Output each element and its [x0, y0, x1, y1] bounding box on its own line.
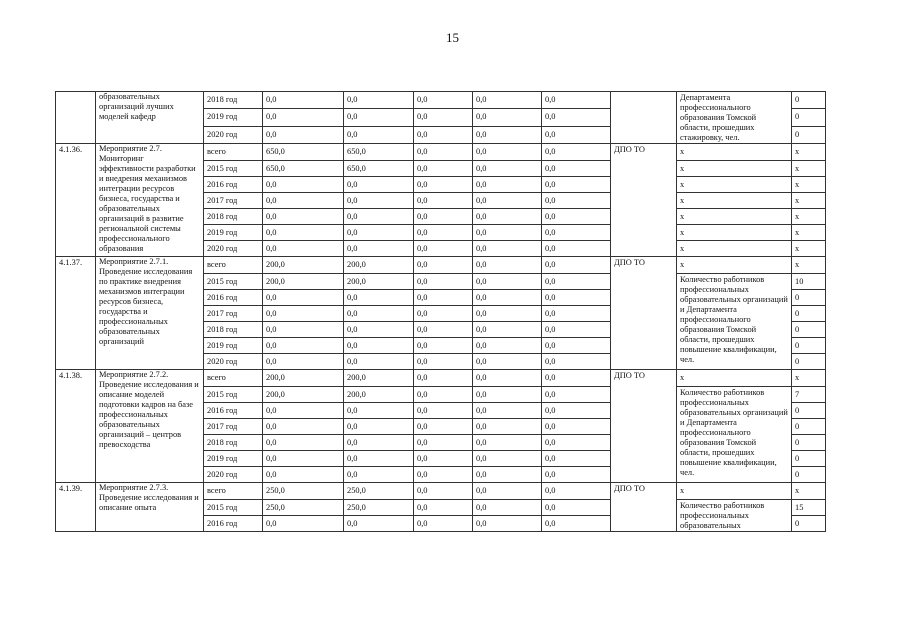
- amount-cell-5: 0,0: [542, 109, 611, 126]
- amount-cell-2: 0,0: [344, 126, 414, 143]
- amount-cell-5: 0,0: [542, 322, 611, 338]
- amount-cell-5: 0,0: [542, 387, 611, 403]
- activity-description: [96, 144, 204, 257]
- indicator-value-cell: 0: [792, 419, 826, 435]
- amount-cell-2: 0,0: [344, 306, 414, 322]
- amount-cell-5: 0,0: [542, 338, 611, 354]
- amount-cell-2: 250,0: [344, 483, 414, 500]
- amount-cell-3: 0,0: [414, 467, 473, 483]
- period-cell: 2018 год: [204, 435, 263, 451]
- amount-cell-4: 0,0: [473, 467, 542, 483]
- period-cell: 2016 год: [204, 403, 263, 419]
- indicator-value-cell: 0: [792, 109, 826, 126]
- amount-cell-1: 0,0: [263, 403, 344, 419]
- period-cell: 2017 год: [204, 419, 263, 435]
- amount-cell-5: 0,0: [542, 177, 611, 193]
- amount-cell-2: 200,0: [344, 387, 414, 403]
- indicator-value-cell: 0: [792, 467, 826, 483]
- period-cell: 2017 год: [204, 193, 263, 209]
- amount-cell-2: 0,0: [344, 419, 414, 435]
- indicator-cell: х: [677, 257, 792, 274]
- amount-cell-1: 0,0: [263, 126, 344, 143]
- period-cell: 2015 год: [204, 387, 263, 403]
- activity-description-text: Мероприятие 2.7.3. Проведение исследования и описание опыта: [99, 483, 199, 512]
- indicator-cell: х: [677, 144, 792, 161]
- amount-cell-4: 0,0: [473, 109, 542, 126]
- amount-cell-1: 0,0: [263, 435, 344, 451]
- indicator-value-cell: х: [792, 370, 826, 387]
- amount-cell-5: 0,0: [542, 257, 611, 274]
- amount-cell-1: 0,0: [263, 290, 344, 306]
- amount-cell-1: 0,0: [263, 306, 344, 322]
- amount-cell-5: 0,0: [542, 354, 611, 370]
- amount-cell-1: 650,0: [263, 161, 344, 177]
- amount-cell-4: 0,0: [473, 161, 542, 177]
- amount-cell-2: 0,0: [344, 209, 414, 225]
- amount-cell-4: 0,0: [473, 500, 542, 516]
- amount-cell-5: 0,0: [542, 483, 611, 500]
- amount-cell-4: 0,0: [473, 193, 542, 209]
- amount-cell-4: 0,0: [473, 322, 542, 338]
- indicator-value-cell: х: [792, 144, 826, 161]
- indicator-cell: х: [677, 177, 792, 193]
- amount-cell-1: 0,0: [263, 338, 344, 354]
- amount-cell-5: 0,0: [542, 516, 611, 532]
- amount-cell-3: 0,0: [414, 483, 473, 500]
- period-cell: 2018 год: [204, 322, 263, 338]
- amount-cell-3: 0,0: [414, 419, 473, 435]
- amount-cell-1: 200,0: [263, 387, 344, 403]
- indicator-cell: х: [677, 193, 792, 209]
- indicator-cell: х: [677, 241, 792, 257]
- amount-cell-3: 0,0: [414, 161, 473, 177]
- amount-cell-2: 0,0: [344, 92, 414, 109]
- amount-cell-3: 0,0: [414, 257, 473, 274]
- amount-cell-2: 0,0: [344, 177, 414, 193]
- amount-cell-3: 0,0: [414, 126, 473, 143]
- period-cell: всего: [204, 370, 263, 387]
- activity-number: [56, 92, 96, 144]
- executor-cell: [611, 92, 677, 144]
- indicator-value-cell: х: [792, 193, 826, 209]
- amount-cell-5: 0,0: [542, 274, 611, 290]
- amount-cell-2: 0,0: [344, 290, 414, 306]
- period-cell: 2020 год: [204, 241, 263, 257]
- amount-cell-5: 0,0: [542, 161, 611, 177]
- amount-cell-4: 0,0: [473, 370, 542, 387]
- indicator-value-cell: 0: [792, 338, 826, 354]
- amount-cell-3: 0,0: [414, 92, 473, 109]
- amount-cell-5: 0,0: [542, 306, 611, 322]
- amount-cell-5: 0,0: [542, 467, 611, 483]
- indicator-value-cell: 0: [792, 306, 826, 322]
- amount-cell-2: 200,0: [344, 257, 414, 274]
- executor-cell: ДПО ТО: [611, 370, 677, 483]
- amount-cell-5: 0,0: [542, 144, 611, 161]
- amount-cell-1: 0,0: [263, 225, 344, 241]
- amount-cell-5: 0,0: [542, 241, 611, 257]
- indicator-cell: х: [677, 483, 792, 500]
- page-number: 15: [446, 30, 459, 45]
- amount-cell-4: 0,0: [473, 257, 542, 274]
- indicator-value-cell: х: [792, 241, 826, 257]
- amount-cell-1: 0,0: [263, 467, 344, 483]
- period-cell: 2020 год: [204, 467, 263, 483]
- amount-cell-1: 200,0: [263, 274, 344, 290]
- amount-cell-3: 0,0: [414, 370, 473, 387]
- amount-cell-1: 0,0: [263, 109, 344, 126]
- amount-cell-4: 0,0: [473, 483, 542, 500]
- amount-cell-5: 0,0: [542, 225, 611, 241]
- amount-cell-3: 0,0: [414, 209, 473, 225]
- period-cell: 2017 год: [204, 306, 263, 322]
- activity-number: 4.1.36.: [56, 144, 96, 257]
- indicator-value-cell: 0: [792, 435, 826, 451]
- amount-cell-3: 0,0: [414, 387, 473, 403]
- indicator-name: [677, 387, 792, 483]
- amount-cell-4: 0,0: [473, 435, 542, 451]
- indicator-value-cell: 0: [792, 290, 826, 306]
- amount-cell-4: 0,0: [473, 516, 542, 532]
- amount-cell-4: 0,0: [473, 144, 542, 161]
- indicator-value-cell: 0: [792, 451, 826, 467]
- amount-cell-2: 250,0: [344, 500, 414, 516]
- amount-cell-3: 0,0: [414, 177, 473, 193]
- amount-cell-3: 0,0: [414, 322, 473, 338]
- amount-cell-2: 0,0: [344, 467, 414, 483]
- amount-cell-5: 0,0: [542, 370, 611, 387]
- amount-cell-5: 0,0: [542, 290, 611, 306]
- indicator-value-cell: 0: [792, 516, 826, 532]
- amount-cell-3: 0,0: [414, 354, 473, 370]
- table-row: [56, 257, 826, 274]
- amount-cell-2: 0,0: [344, 338, 414, 354]
- indicator-name-text: Департамента профессионального образования Томской области, прошедших стажировку, чел.: [680, 93, 757, 142]
- indicator-value-cell: х: [792, 161, 826, 177]
- amount-cell-1: 250,0: [263, 500, 344, 516]
- indicator-value-cell: х: [792, 225, 826, 241]
- amount-cell-4: 0,0: [473, 403, 542, 419]
- amount-cell-4: 0,0: [473, 177, 542, 193]
- indicator-value-cell: 0: [792, 92, 826, 109]
- amount-cell-2: 0,0: [344, 516, 414, 532]
- amount-cell-5: 0,0: [542, 500, 611, 516]
- amount-cell-5: 0,0: [542, 403, 611, 419]
- indicator-cell: х: [677, 370, 792, 387]
- activity-description: [96, 257, 204, 370]
- activity-funding-table: [55, 91, 826, 532]
- indicator-value-cell: х: [792, 483, 826, 500]
- amount-cell-2: 0,0: [344, 225, 414, 241]
- indicator-name-text: Количество работников профессиональных образовательных организаций и Департамента профессионального образования Томской области, прошедших повышение квалификации, чел.: [680, 388, 788, 477]
- period-cell: 2016 год: [204, 177, 263, 193]
- indicator-name-text: Количество работников профессиональных образовательных: [680, 501, 765, 530]
- amount-cell-1: 0,0: [263, 419, 344, 435]
- activity-number: 4.1.37.: [56, 257, 96, 370]
- amount-cell-2: 0,0: [344, 451, 414, 467]
- amount-cell-4: 0,0: [473, 419, 542, 435]
- indicator-name: [677, 274, 792, 370]
- amount-cell-3: 0,0: [414, 193, 473, 209]
- amount-cell-1: 0,0: [263, 193, 344, 209]
- period-cell: 2018 год: [204, 92, 263, 109]
- period-cell: всего: [204, 483, 263, 500]
- amount-cell-2: 0,0: [344, 354, 414, 370]
- activity-number: 4.1.39.: [56, 483, 96, 532]
- amount-cell-4: 0,0: [473, 209, 542, 225]
- activity-description-text: образовательных организаций лучших моделей кафедр: [99, 92, 174, 121]
- amount-cell-1: 0,0: [263, 322, 344, 338]
- amount-cell-4: 0,0: [473, 241, 542, 257]
- amount-cell-5: 0,0: [542, 126, 611, 143]
- period-cell: 2016 год: [204, 516, 263, 532]
- amount-cell-5: 0,0: [542, 193, 611, 209]
- indicator-value-cell: 0: [792, 354, 826, 370]
- amount-cell-3: 0,0: [414, 290, 473, 306]
- amount-cell-3: 0,0: [414, 451, 473, 467]
- amount-cell-1: 200,0: [263, 370, 344, 387]
- period-cell: 2018 год: [204, 209, 263, 225]
- amount-cell-5: 0,0: [542, 435, 611, 451]
- indicator-name: [677, 500, 792, 532]
- amount-cell-4: 0,0: [473, 354, 542, 370]
- amount-cell-1: 0,0: [263, 354, 344, 370]
- amount-cell-4: 0,0: [473, 306, 542, 322]
- amount-cell-4: 0,0: [473, 387, 542, 403]
- executor-cell: ДПО ТО: [611, 257, 677, 370]
- indicator-value-cell: 7: [792, 387, 826, 403]
- amount-cell-2: 0,0: [344, 193, 414, 209]
- amount-cell-2: 650,0: [344, 144, 414, 161]
- amount-cell-3: 0,0: [414, 144, 473, 161]
- indicator-value-cell: 15: [792, 500, 826, 516]
- amount-cell-4: 0,0: [473, 290, 542, 306]
- activity-description: [96, 370, 204, 483]
- amount-cell-4: 0,0: [473, 92, 542, 109]
- amount-cell-3: 0,0: [414, 403, 473, 419]
- activity-description-text: Мероприятие 2.7.1. Проведение исследования по практике внедрения механизмов интеграции ресурсов бизнеса, государства и профессиональных образовательных организаций: [99, 257, 193, 346]
- indicator-cell: х: [677, 225, 792, 241]
- amount-cell-3: 0,0: [414, 338, 473, 354]
- amount-cell-3: 0,0: [414, 225, 473, 241]
- indicator-value-cell: 0: [792, 403, 826, 419]
- indicator-name: [677, 92, 792, 144]
- amount-cell-2: 0,0: [344, 403, 414, 419]
- amount-cell-3: 0,0: [414, 516, 473, 532]
- activity-description-text: Мероприятие 2.7.2. Проведение исследования и описание моделей подготовки кадров на базе профессиональных образовательных организаций – центров превосходства: [99, 370, 199, 449]
- amount-cell-1: 0,0: [263, 92, 344, 109]
- amount-cell-3: 0,0: [414, 109, 473, 126]
- amount-cell-1: 200,0: [263, 257, 344, 274]
- amount-cell-2: 0,0: [344, 435, 414, 451]
- period-cell: 2016 год: [204, 290, 263, 306]
- indicator-cell: х: [677, 209, 792, 225]
- indicator-value-cell: х: [792, 177, 826, 193]
- amount-cell-2: 200,0: [344, 370, 414, 387]
- period-cell: 2020 год: [204, 126, 263, 143]
- period-cell: 2019 год: [204, 225, 263, 241]
- period-cell: всего: [204, 257, 263, 274]
- amount-cell-4: 0,0: [473, 451, 542, 467]
- amount-cell-3: 0,0: [414, 500, 473, 516]
- table-row: [56, 483, 826, 500]
- amount-cell-3: 0,0: [414, 435, 473, 451]
- amount-cell-3: 0,0: [414, 241, 473, 257]
- indicator-value-cell: 10: [792, 274, 826, 290]
- table-row: [56, 92, 826, 109]
- indicator-value-cell: х: [792, 209, 826, 225]
- amount-cell-2: 200,0: [344, 274, 414, 290]
- executor-cell: ДПО ТО: [611, 144, 677, 257]
- executor-cell: ДПО ТО: [611, 483, 677, 532]
- amount-cell-4: 0,0: [473, 274, 542, 290]
- amount-cell-4: 0,0: [473, 225, 542, 241]
- activity-description: [96, 483, 204, 532]
- amount-cell-4: 0,0: [473, 126, 542, 143]
- amount-cell-5: 0,0: [542, 209, 611, 225]
- amount-cell-1: 0,0: [263, 241, 344, 257]
- amount-cell-5: 0,0: [542, 92, 611, 109]
- amount-cell-2: 0,0: [344, 322, 414, 338]
- amount-cell-3: 0,0: [414, 274, 473, 290]
- amount-cell-1: 650,0: [263, 144, 344, 161]
- indicator-name-text: Количество работников профессиональных образовательных организаций и Департамента профессионального образования Томской области, прошедших повышение квалификации, чел.: [680, 275, 788, 364]
- period-cell: 2015 год: [204, 274, 263, 290]
- amount-cell-3: 0,0: [414, 306, 473, 322]
- period-cell: 2019 год: [204, 451, 263, 467]
- activity-number: 4.1.38.: [56, 370, 96, 483]
- period-cell: всего: [204, 144, 263, 161]
- period-cell: 2015 год: [204, 161, 263, 177]
- amount-cell-2: 650,0: [344, 161, 414, 177]
- amount-cell-1: 0,0: [263, 451, 344, 467]
- indicator-value-cell: 0: [792, 126, 826, 143]
- amount-cell-1: 0,0: [263, 177, 344, 193]
- indicator-cell: х: [677, 161, 792, 177]
- amount-cell-2: 0,0: [344, 109, 414, 126]
- period-cell: 2019 год: [204, 109, 263, 126]
- amount-cell-2: 0,0: [344, 241, 414, 257]
- amount-cell-5: 0,0: [542, 451, 611, 467]
- amount-cell-1: 0,0: [263, 516, 344, 532]
- indicator-value-cell: 0: [792, 322, 826, 338]
- activity-description-text: Мероприятие 2.7. Мониторинг эффективности разработки и внедрения механизмов интеграции ресурсов бизнеса, государства и образовательных организаций в развитие региональной системы профессионального образования: [99, 144, 196, 253]
- table-row: [56, 370, 826, 387]
- period-cell: 2019 год: [204, 338, 263, 354]
- amount-cell-4: 0,0: [473, 338, 542, 354]
- period-cell: 2020 год: [204, 354, 263, 370]
- amount-cell-1: 0,0: [263, 209, 344, 225]
- table-row: [56, 144, 826, 161]
- amount-cell-1: 250,0: [263, 483, 344, 500]
- activity-description: [96, 92, 204, 144]
- indicator-value-cell: х: [792, 257, 826, 274]
- period-cell: 2015 год: [204, 500, 263, 516]
- amount-cell-5: 0,0: [542, 419, 611, 435]
